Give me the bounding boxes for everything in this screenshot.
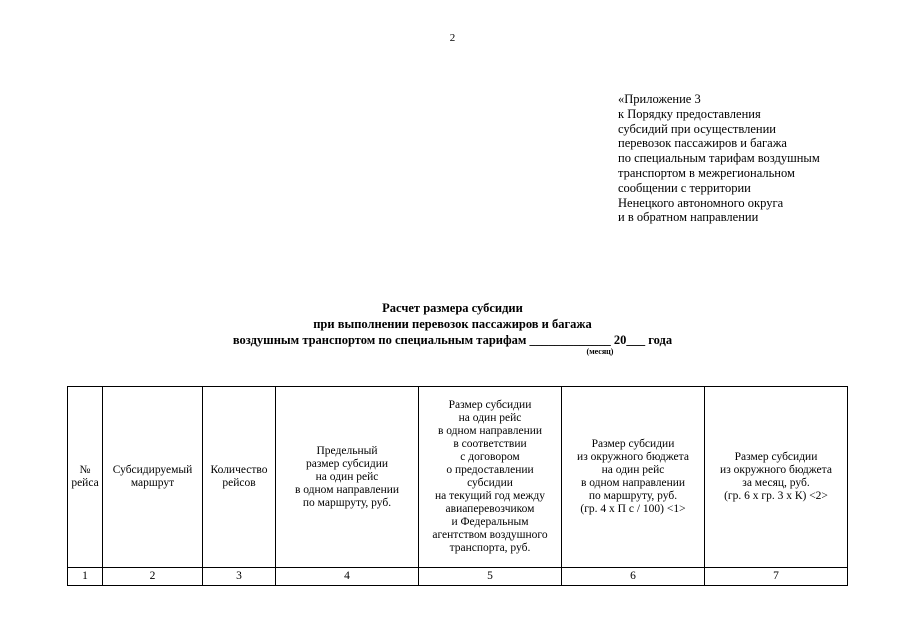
header-line: Субсидируемый [112,464,193,476]
header-line: с договором [460,451,520,463]
header-line: на один рейс [315,470,379,483]
column-number-cell: 3 [203,568,276,586]
header-line: Количество [210,464,268,476]
header-line: в одном направлении [294,483,400,496]
appendix-line: перевозок пассажиров и багажа [618,136,787,151]
header-line: рейсов [222,477,256,489]
header-line: субсидии [467,477,513,489]
header-cell [103,387,203,568]
header-line: транспорта, руб. [449,542,531,554]
header-line: Размер субсидии [591,438,675,450]
header-line: в соответствии [453,438,527,450]
header-cell [419,387,562,568]
header-line: из окружного бюджета [577,451,689,463]
header-line: размер субсидии [305,457,389,470]
column-number-cell: 4 [276,568,419,586]
header-line: рейса [71,477,99,489]
appendix-line: сообщении с территории [618,180,751,195]
document-title [0,300,905,348]
header-line: на один рейс [458,412,522,424]
header-line: из окружного бюджета [720,464,832,476]
header-line: Размер субсидии [734,451,818,463]
title-line: при выполнении перевозок пассажиров и багажа [313,317,592,331]
appendix-line: и в обратном направлении [618,210,759,225]
header-line: на текущий год между [435,490,545,502]
title-line: воздушным транспортом по специальным тарифам _____________ 20___ года [232,333,673,347]
header-cell [203,387,276,568]
header-line: авиаперевозчиком [445,503,535,515]
header-line: за месяц, руб. [742,477,810,489]
page-number: 2 [449,32,456,44]
header-line: и Федеральным [451,516,529,528]
appendix-line: транспортом в межрегиональном [618,165,795,180]
column-number-cell: 5 [419,568,562,586]
appendix-note [618,92,898,225]
appendix-line: Ненецкого автономного округа [618,195,784,210]
header-line: (гр. 6 х гр. 3 х К) <2> [724,490,828,502]
header-cell [68,387,103,568]
header-line: в одном направлении [580,477,686,489]
column-number-cell: 1 [68,568,103,586]
header-line: по маршруту, руб. [302,496,392,509]
header-line: (гр. 4 х П с / 100) <1> [580,503,686,515]
header-line: о предоставлении [446,464,534,476]
header-cell [276,387,419,568]
column-number-row [68,568,848,586]
header-line: на один рейс [601,464,665,476]
header-line: Размер субсидии [448,399,532,411]
header-line: № [79,464,91,476]
header-line: агентством воздушного [432,529,548,541]
appendix-line: «Приложение 3 [618,92,701,106]
table-header-row [68,387,848,568]
header-line: Предельный [316,444,378,457]
appendix-line: к Порядку предоставления [618,106,761,121]
header-cell [562,387,705,568]
appendix-line: субсидий при осуществлении [618,121,776,136]
column-number-cell: 7 [705,568,848,586]
header-cell [705,387,848,568]
subsidy-calculation-table [67,386,848,586]
column-number-cell: 2 [103,568,203,586]
title-line: Расчет размера субсидии [382,301,523,315]
header-line: в одном направлении [437,425,543,437]
column-number-cell: 6 [562,568,705,586]
header-line: маршрут [130,477,175,489]
month-caption: (месяц) [586,347,614,356]
header-line: по маршруту, руб. [588,490,678,502]
appendix-line: по специальным тарифам воздушным [618,151,820,166]
